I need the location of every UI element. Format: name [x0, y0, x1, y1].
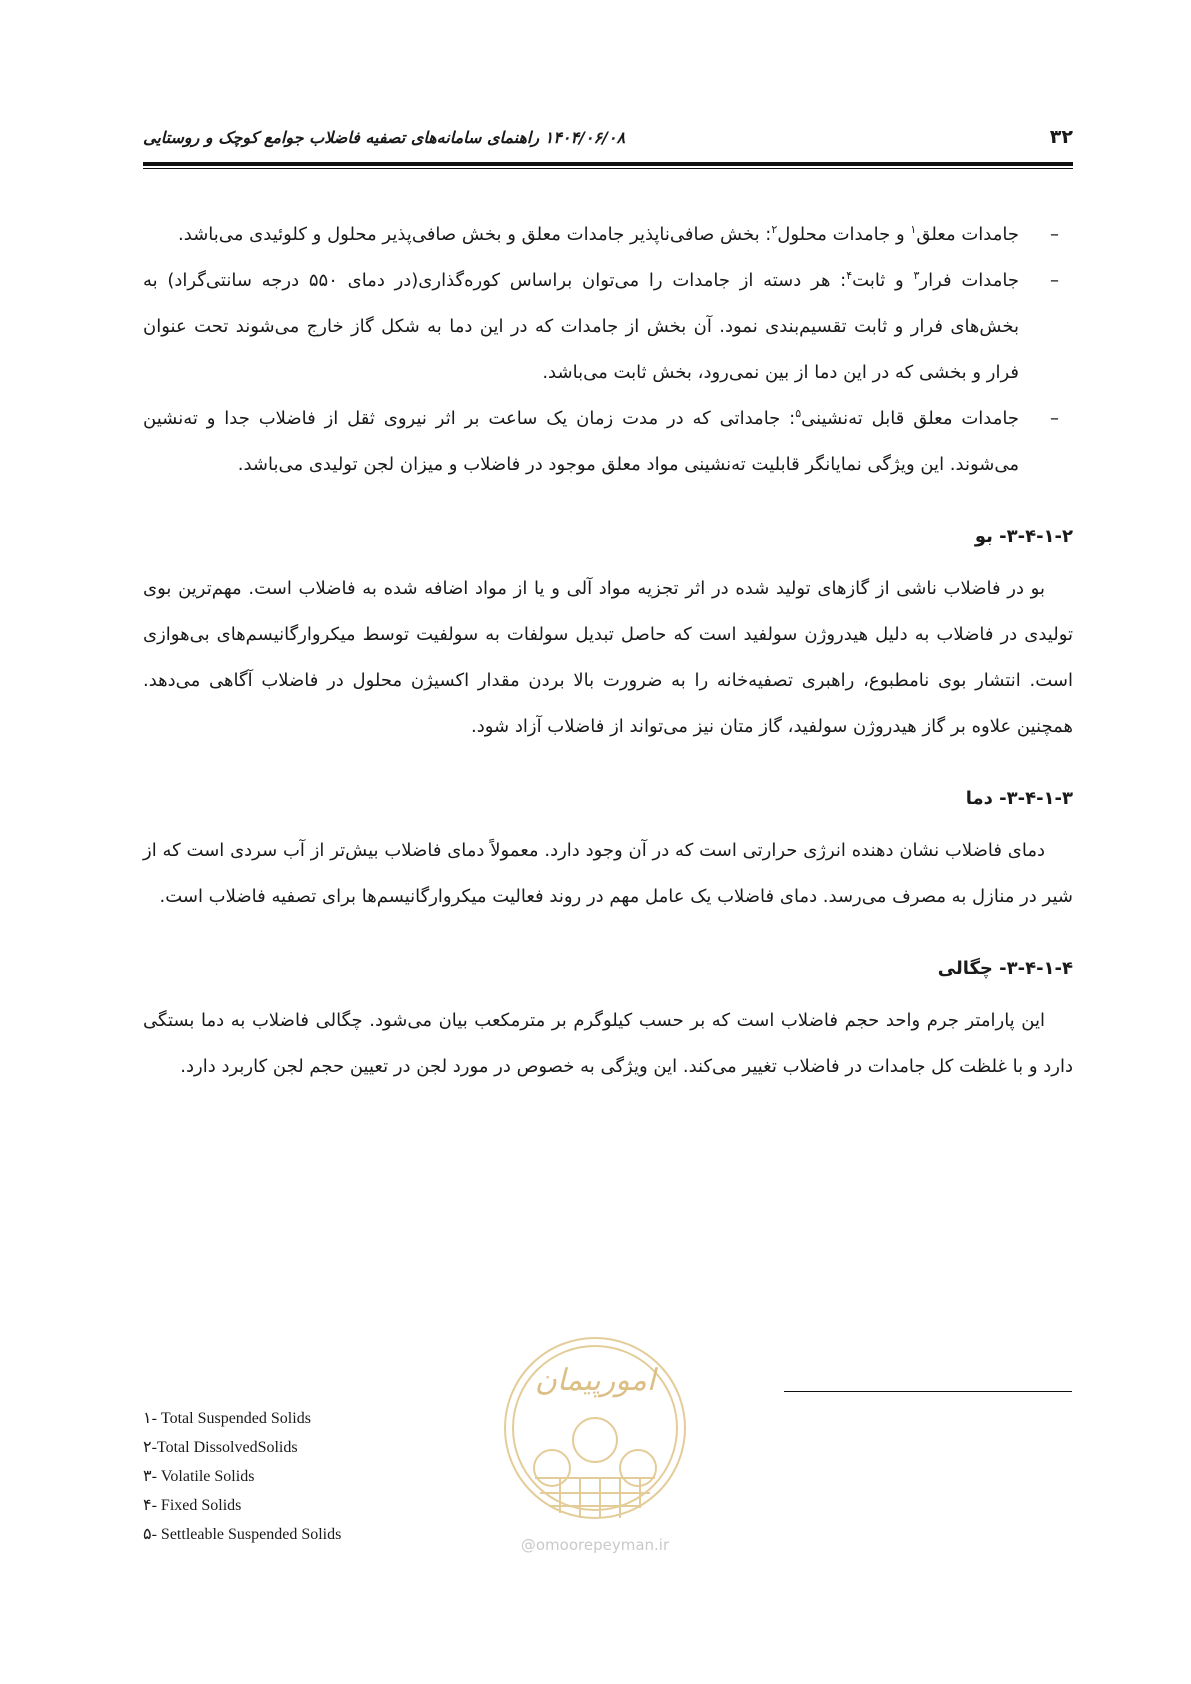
header-rule: [143, 162, 1073, 166]
footnotes: [143, 1404, 543, 1549]
footnote-ref: ۲: [771, 223, 778, 236]
section-heading-temperature: ۳-۴-۱-۳- دما: [965, 788, 1073, 809]
footnote: ۱- Total Suspended Solids: [143, 1410, 311, 1427]
footnote: ۳- Volatile Solids: [143, 1468, 255, 1485]
bullet-text: و جامدات محلول: [777, 224, 911, 245]
bullet-text: : جامداتی که در مدت زمان یک ساعت بر اثر نیروی ثقل از فاضلاب جدا و ته‌نشین می‌شوند. این ویژگی نمایانگر قابلیت ته‌نشینی مواد معلق موجود در فاضلاب و میزان لجن تولیدی می‌باشد.: [143, 408, 1019, 475]
page-body: [143, 212, 1073, 1090]
bullet-text: جامدات فرار: [919, 270, 1019, 291]
bullet-text: : هر دسته از جامدات را می‌توان براساس کوره‌گذاری(در دمای ۵۵۰ درجه سانتی‌گراد) به بخش‌های فرار و ثابت تقسیم‌بندی نمود. آن بخش از جامدات که در این دما به شکل گاز خارج می‌شوند تحت عنوان فرار و بخشی که در این دما از بین نمی‌رود، بخش ثابت می‌باشد.: [143, 270, 1019, 383]
bullet-text: و ثابت: [852, 270, 914, 291]
header-rule-thin: [143, 168, 1073, 169]
list-item: [143, 396, 1073, 488]
footnote-ref: ۳: [913, 269, 920, 282]
section-heading-density: ۳-۴-۱-۴- چگالی: [937, 958, 1073, 979]
bullet-dash: –: [1050, 224, 1059, 245]
bullet-dash: –: [1050, 270, 1059, 291]
bullet-text: : بخش صافی‌ناپذیر جامدات معلق و بخش صافی‌پذیر محلول و کلوئیدی می‌باشد.: [178, 224, 772, 245]
footnote-ref: ۵: [795, 407, 802, 420]
watermark-logo: [490, 1328, 700, 1558]
footnote-separator: [784, 1391, 1072, 1392]
running-title: ۱۴۰۴/۰۶/۰۸ راهنمای سامانه‌های تصفیه فاضلاب جوامع کوچک و روستایی: [143, 128, 626, 147]
section-paragraph-odor: بو در فاضلاب ناشی از گازهای تولید شده در اثر تجزیه مواد آلی و یا از مواد اضافه شده به فاضلاب است. مهم‌ترین بوی تولیدی در فاضلاب به دلیل هیدروژن سولفید است که حاصل تبدیل سولفات به سولفیت توسط میکروارگانیسم‌های بی‌هوازی است. انتشار بوی نامطبوع، راهبری تصفیه‌خانه را به ضرورت بالا بردن مقدار اکسیژن محلول در فاضلاب آگاهی می‌دهد. همچنین علاوه بر گاز هیدروژن سولفید، گاز متان نیز می‌تواند از فاضلاب آزاد شود.: [143, 578, 1073, 737]
bullet-dash: –: [1050, 408, 1059, 429]
watermark-site: @omoorepeyman.ir: [520, 1536, 670, 1554]
bullet-text: جامدات معلق قابل ته‌نشینی: [801, 408, 1019, 429]
section-paragraph-temperature: دمای فاضلاب نشان دهنده انرژی حرارتی است که در آن وجود دارد. معمولاً دمای فاضلاب بیش‌تر از آب سردی است که از شیر در منازل به مصرف می‌رسد. دمای فاضلاب یک عامل مهم در روند فعالیت میکروارگانیسم‌ها برای تصفیه فاضلاب است.: [143, 840, 1073, 907]
list-item: [143, 258, 1073, 396]
footnote: ۲-Total DissolvedSolids: [143, 1439, 298, 1456]
section-heading-odor: ۳-۴-۱-۲- بو: [974, 526, 1073, 547]
bullet-text: جامدات معلق: [916, 224, 1019, 245]
footnote-ref: ۴: [846, 269, 853, 282]
list-item: [143, 212, 1073, 258]
bullet-list: [143, 212, 1073, 488]
page-header: [143, 126, 1073, 164]
footnote: ۵- Settleable Suspended Solids: [143, 1526, 342, 1543]
watermark-logo-text: امورپیمان: [534, 1363, 656, 1398]
section-paragraph-density: این پارامتر جرم واحد حجم فاضلاب است که بر حسب کیلوگرم بر مترمکعب بیان می‌شود. چگالی فاضلاب به دما بستگی دارد و با غلظت کل جامدات در فاضلاب تغییر می‌کند. این ویژگی به خصوص در مورد لجن در تعیین حجم لجن کاربرد دارد.: [143, 1010, 1073, 1077]
page-number: ۳۲: [1049, 126, 1073, 148]
footnote-ref: ۱: [910, 223, 917, 236]
footnote: ۴- Fixed Solids: [143, 1497, 242, 1514]
